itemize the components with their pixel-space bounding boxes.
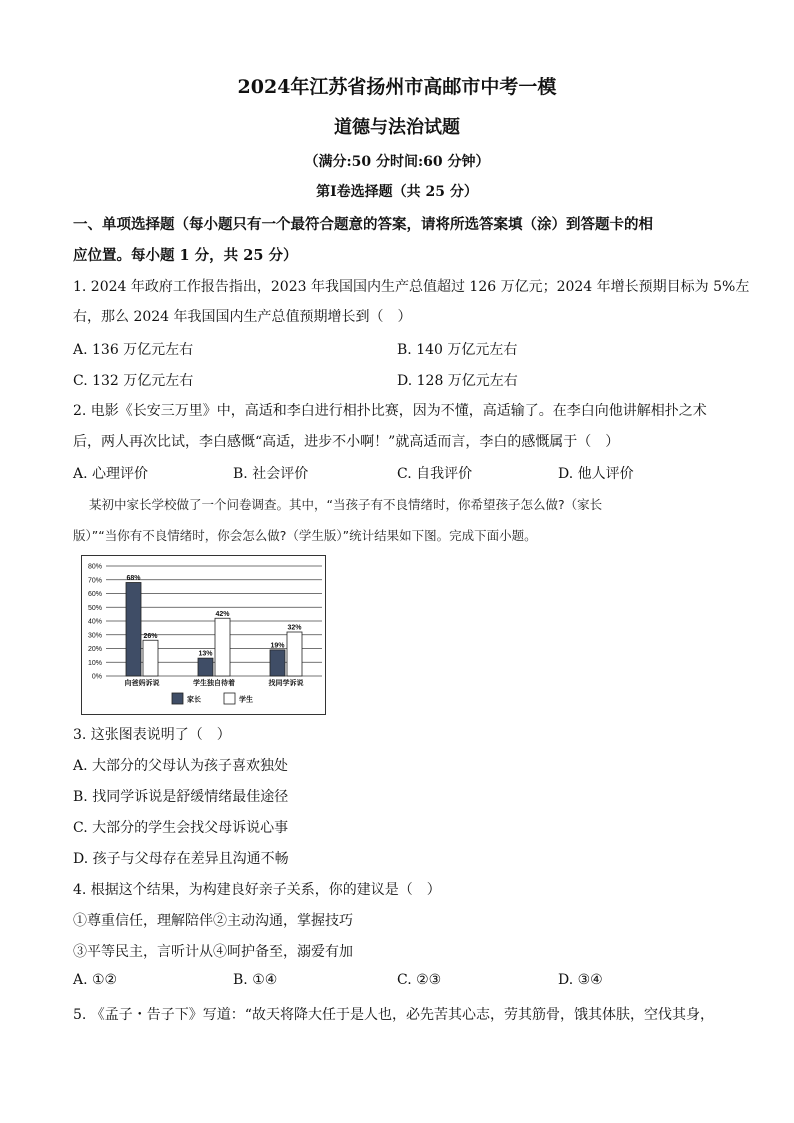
q3-option-d: D. 孩子与父母存在差异且沟通不畅 — [73, 851, 289, 867]
section-instruction-line1: 一、单项选择题（每小题只有一个最符合题意的答案，请将所选答案填（涂）到答题卡的相 — [73, 216, 653, 233]
q2-stem-line2: 后，两人再次比试，李白感慨“高适，进步不小啊！”就高适而言，李白的感慨属于（ ） — [73, 434, 620, 450]
bar-data-label: 42% — [215, 610, 230, 618]
y-tick-label: 10% — [87, 659, 102, 667]
q3-option-b: B. 找同学诉说是舒缓情绪最佳途径 — [73, 789, 289, 805]
legend-swatch — [172, 693, 183, 704]
y-tick-label: 30% — [87, 632, 102, 640]
y-tick-label: 40% — [87, 618, 102, 626]
q4-statements-1: ①尊重信任，理解陪伴②主动沟通，掌握技巧 — [73, 913, 353, 929]
x-category-label: 学生独自待着 — [193, 680, 235, 687]
legend-label: 学生 — [239, 696, 253, 704]
score-time: （满分:50 分时间:60 分钟） — [304, 154, 490, 170]
q2-stem-line1: 2. 电影《长安三万里》中，高适和李白进行相扑比赛，因为不懂，高适输了。在李白向他讲解相扑之术 — [73, 403, 707, 419]
q1-option-d: D. 128 万亿元左右 — [397, 373, 518, 389]
y-tick-label: 50% — [87, 604, 102, 612]
y-tick-label: 70% — [87, 577, 102, 585]
exam-title: 2024年江苏省扬州市高邮市中考一模 — [237, 76, 557, 98]
q5-stem-line1: 5. 《孟子・告子下》写道：“故天将降大任于是人也，必先苦其心志，劳其筋骨，饿其体肤，空伐其身， — [73, 1007, 714, 1023]
bar-data-label: 32% — [287, 624, 302, 632]
y-tick-label: 20% — [87, 646, 102, 653]
q2-option-d: D. 他人评价 — [558, 466, 634, 482]
section-instruction-line2: 应位置。每小题 1 分，共 25 分） — [73, 247, 298, 264]
bar — [270, 650, 285, 676]
q4-option-b: B. ①④ — [233, 972, 278, 988]
bar-data-label: 26% — [143, 632, 158, 640]
bar-data-label: 19% — [270, 642, 285, 650]
bar — [126, 583, 141, 677]
q1-option-a: A. 136 万亿元左右 — [73, 342, 194, 358]
survey-bar-chart — [81, 555, 326, 715]
q4-option-d: D. ③④ — [558, 972, 603, 988]
bar — [198, 658, 213, 676]
bar-data-label: 68% — [126, 575, 141, 582]
x-category-label: 找同学诉说 — [268, 680, 304, 687]
bar-data-label: 13% — [198, 650, 213, 658]
part-heading: 第Ⅰ卷选择题（共 25 分） — [316, 184, 478, 200]
q2-option-c: C. 自我评价 — [397, 466, 473, 482]
q1-stem-line2: 右，那么 2024 年我国国内生产总值预期增长到（ ） — [73, 309, 412, 325]
material-lead-line2: 版）”“当你有不良情绪时，你会怎么做?（学生版）”统计结果如下图。完成下面小题。 — [73, 528, 537, 543]
q4-option-a: A. ①② — [73, 972, 118, 988]
bar-chart-svg — [82, 556, 325, 714]
q2-option-b: B. 社会评价 — [233, 466, 309, 482]
y-tick-label: 60% — [87, 591, 102, 598]
q1-stem-line1: 1. 2024 年政府工作报告指出，2023 年我国国内生产总值超过 126 万亿元；2024 年增长预期目标为 5%左 — [73, 279, 750, 295]
bar — [143, 640, 158, 676]
q1-option-b: B. 140 万亿元左右 — [397, 342, 518, 358]
exam-subject: 道德与法治试题 — [334, 117, 460, 138]
q4-option-c: C. ②③ — [397, 972, 442, 988]
x-category-label: 向爸妈诉说 — [124, 680, 160, 687]
bar — [287, 632, 302, 676]
bar — [215, 618, 230, 676]
legend-label: 家长 — [187, 696, 201, 704]
q2-option-a: A. 心理评价 — [73, 466, 149, 482]
y-tick-label: 0% — [91, 673, 102, 681]
q3-option-a: A. 大部分的父母认为孩子喜欢独处 — [73, 758, 289, 774]
material-lead-line1: 某初中家长学校做了一个问卷调查。其中，“当孩子有不良情绪时，你希望孩子怎么做?（家长 — [89, 497, 603, 512]
q3-stem: 3. 这张图表说明了（ ） — [73, 727, 231, 743]
q1-option-c: C. 132 万亿元左右 — [73, 373, 194, 389]
q4-stem: 4. 根据这个结果，为构建良好亲子关系，你的建议是（ ） — [73, 882, 441, 898]
y-tick-label: 80% — [87, 563, 102, 571]
q4-statements-2: ③平等民主，言听计从④呵护备至，溺爱有加 — [73, 944, 353, 960]
q3-option-c: C. 大部分的学生会找父母诉说心事 — [73, 820, 289, 836]
legend-swatch — [224, 693, 235, 704]
